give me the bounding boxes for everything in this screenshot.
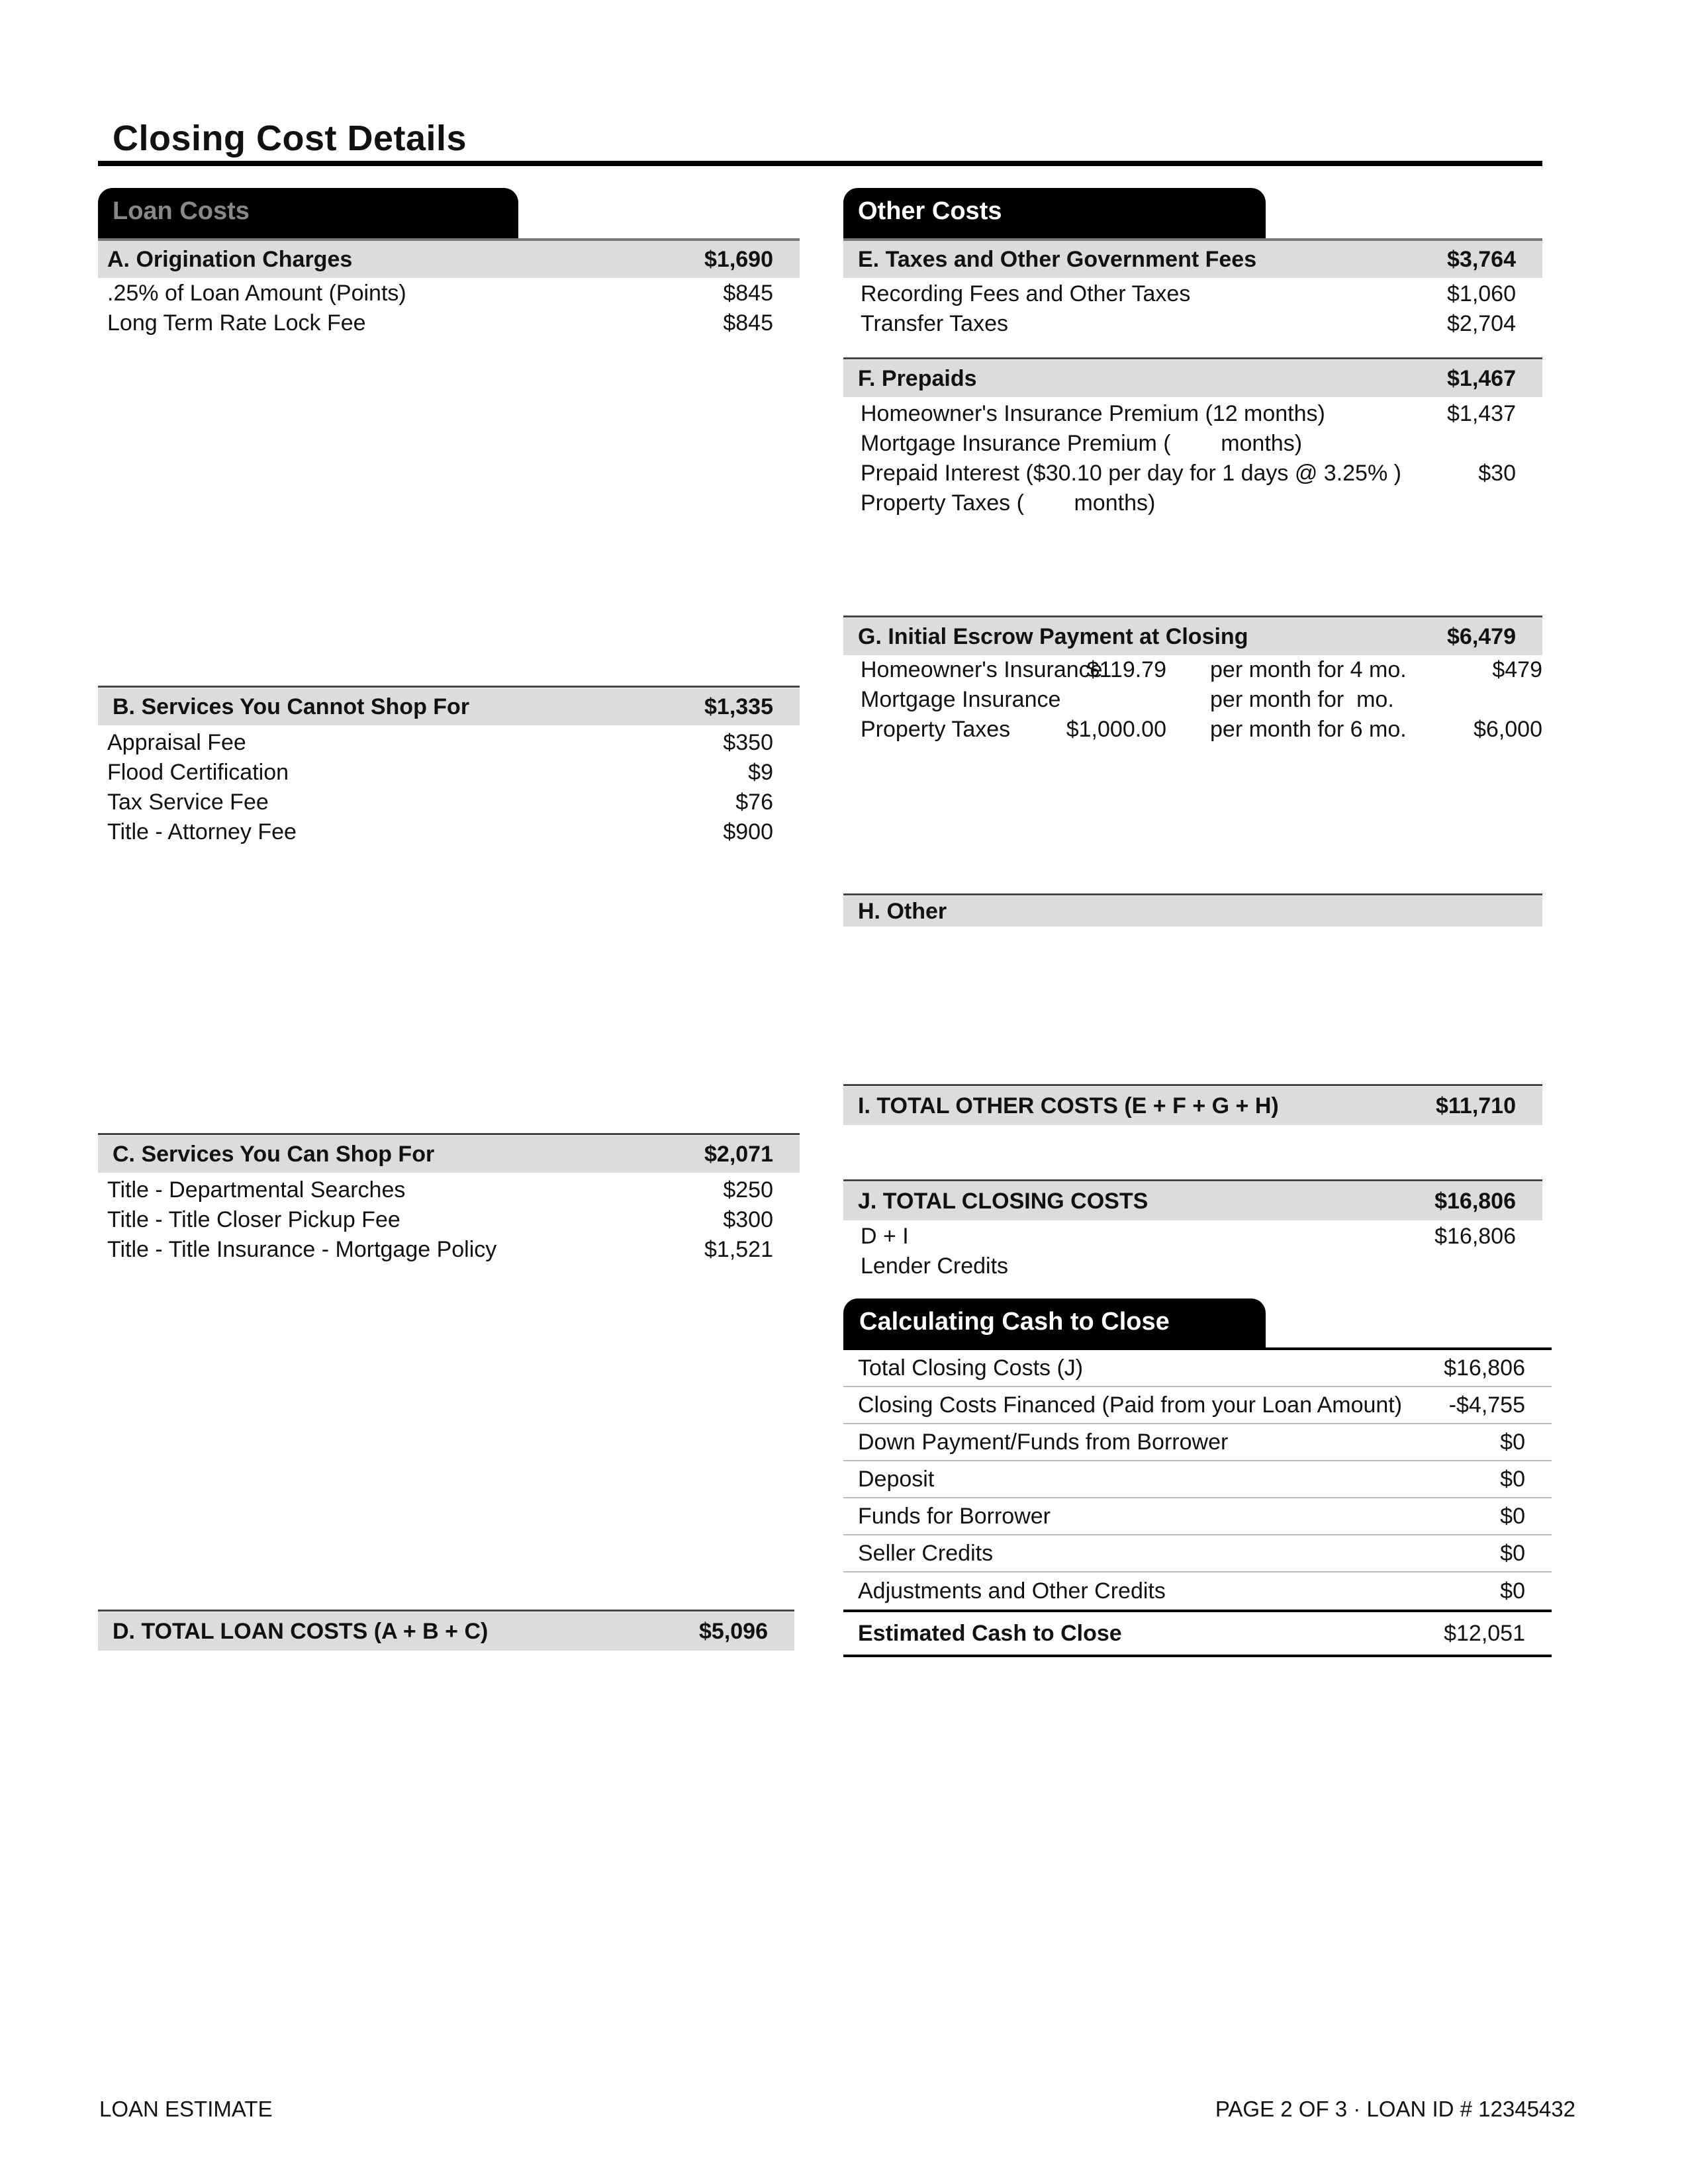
row-label: Funds for Borrower: [858, 1503, 1051, 1529]
list-item: [843, 459, 1542, 488]
item-value: $2,704: [1447, 311, 1516, 336]
escrow-row: [861, 717, 1549, 747]
section-i-header: [843, 1087, 1542, 1125]
table-row: [843, 1424, 1552, 1461]
list-item: [98, 758, 800, 788]
table-row: [843, 1387, 1552, 1424]
section-a-label: A. Origination Charges: [107, 246, 353, 272]
section-i-total: $11,710: [1435, 1093, 1516, 1118]
list-item: [98, 1235, 800, 1265]
item-label: Mortgage Insurance Premium ( months): [861, 431, 1303, 456]
item-value: $30: [1478, 461, 1516, 486]
escrow-amount: $1,000.00: [1066, 717, 1166, 742]
item-value: $9: [748, 760, 773, 785]
item-value: $250: [723, 1177, 773, 1203]
list-item: [843, 1222, 1542, 1251]
row-label: Closing Costs Financed (Paid from your Loan Amount): [858, 1392, 1403, 1418]
row-label: Total Closing Costs (J): [858, 1355, 1084, 1381]
row-value: $16,806: [1444, 1355, 1525, 1381]
section-j-rule: [843, 1179, 1542, 1181]
item-label: Prepaid Interest ($30.10 per day for 1 days @ 3.25% ): [861, 461, 1401, 486]
list-item: [98, 817, 800, 847]
escrow-amount: $119.79: [1086, 657, 1166, 682]
list-item: [98, 728, 800, 758]
section-c-label: C. Services You Can Shop For: [113, 1141, 435, 1167]
section-e-header: [843, 241, 1542, 278]
cash-to-close-tab: Calculating Cash to Close: [843, 1298, 1266, 1349]
loan-costs-tab: Loan Costs: [98, 188, 518, 240]
item-label: Title - Attorney Fee: [107, 819, 297, 844]
section-i-label: I. TOTAL OTHER COSTS (E + F + G + H): [858, 1093, 1279, 1118]
item-label: Lender Credits: [861, 1253, 1009, 1279]
escrow-label: Homeowner's Insurance: [861, 657, 1103, 682]
table-row: [843, 1498, 1552, 1535]
list-item: [843, 1251, 1542, 1281]
row-label: Deposit: [858, 1466, 935, 1492]
list-item: [98, 1205, 800, 1235]
section-h-rule: [843, 893, 1542, 895]
row-value: -$4,755: [1448, 1392, 1525, 1418]
item-label: .25% of Loan Amount (Points): [107, 281, 406, 306]
list-item: [843, 488, 1542, 518]
section-f-total: $1,467: [1447, 365, 1516, 391]
row-value: $0: [1500, 1578, 1525, 1604]
section-g-label: G. Initial Escrow Payment at Closing: [858, 623, 1248, 649]
section-b-items: [98, 728, 800, 847]
item-label: Transfer Taxes: [861, 311, 1008, 336]
section-d-total: $5,096: [699, 1618, 768, 1644]
list-item: [98, 279, 800, 308]
section-c-items: [98, 1175, 800, 1265]
section-f-items: [843, 399, 1542, 518]
table-row: [843, 1572, 1552, 1610]
section-j-label: J. TOTAL CLOSING COSTS: [858, 1188, 1149, 1214]
row-value: $0: [1500, 1503, 1525, 1529]
section-c-rule: [98, 1133, 800, 1135]
row-value: $0: [1500, 1466, 1525, 1492]
table-row: [843, 1461, 1552, 1498]
list-item: [843, 399, 1542, 429]
item-label: Flood Certification: [107, 760, 289, 785]
escrow-value: $479: [1492, 657, 1542, 682]
item-label: Homeowner's Insurance Premium (12 months): [861, 401, 1325, 426]
item-value: $350: [723, 730, 773, 755]
item-value: $76: [735, 790, 773, 815]
item-value: $300: [723, 1207, 773, 1232]
table-row: [843, 1350, 1552, 1387]
row-value: $12,051: [1444, 1620, 1525, 1646]
list-item: [843, 279, 1542, 309]
row-value: $0: [1500, 1429, 1525, 1455]
item-value: $845: [723, 310, 773, 336]
list-item: [98, 308, 800, 338]
section-a-header: [98, 241, 800, 278]
section-e-items: [843, 279, 1542, 339]
section-f-header: [843, 360, 1542, 397]
item-label: Title - Title Insurance - Mortgage Policy: [107, 1237, 497, 1262]
item-label: Tax Service Fee: [107, 790, 269, 815]
section-a-total: $1,690: [704, 246, 773, 272]
section-e-label: E. Taxes and Other Government Fees: [858, 246, 1257, 272]
escrow-detail: per month for 4 mo.: [1210, 657, 1407, 682]
section-b-label: B. Services You Cannot Shop For: [113, 694, 470, 719]
item-value: $1,060: [1447, 281, 1516, 306]
section-g-rule: [843, 615, 1542, 617]
list-item: [98, 1175, 800, 1205]
item-label: Property Taxes ( months): [861, 490, 1156, 516]
section-d-header: [98, 1612, 794, 1651]
section-c-total: $2,071: [704, 1141, 773, 1167]
estimated-cash-to-close-row: [843, 1610, 1552, 1657]
escrow-row: [861, 657, 1549, 687]
escrow-label: Mortgage Insurance: [861, 687, 1061, 712]
section-d-rule: [98, 1610, 794, 1612]
section-h-label: H. Other: [858, 898, 947, 924]
item-label: D + I: [861, 1224, 909, 1249]
section-d-label: D. TOTAL LOAN COSTS (A + B + C): [113, 1618, 489, 1644]
section-f-label: F. Prepaids: [858, 365, 977, 391]
item-value: $900: [723, 819, 773, 844]
section-h-header: [843, 896, 1542, 927]
item-label: Long Term Rate Lock Fee: [107, 310, 366, 336]
table-row: [843, 1535, 1552, 1572]
row-label: Adjustments and Other Credits: [858, 1578, 1166, 1604]
section-b-header: [98, 688, 800, 725]
section-b-rule: [98, 686, 800, 688]
section-c-header: [98, 1136, 800, 1173]
title-rule: [98, 161, 1542, 166]
section-i-rule: [843, 1084, 1542, 1086]
escrow-detail: per month for mo.: [1210, 687, 1394, 712]
row-label: Down Payment/Funds from Borrower: [858, 1429, 1229, 1455]
section-j-items: [843, 1222, 1542, 1281]
section-e-total: $3,764: [1447, 246, 1516, 272]
section-g-header: [843, 618, 1542, 655]
section-j-header: [843, 1182, 1542, 1220]
section-j-total: $16,806: [1434, 1188, 1516, 1214]
item-label: Appraisal Fee: [107, 730, 246, 755]
item-value: $1,521: [704, 1237, 773, 1262]
list-item: [843, 429, 1542, 459]
escrow-detail: per month for 6 mo.: [1210, 717, 1407, 742]
item-label: Title - Title Closer Pickup Fee: [107, 1207, 400, 1232]
footer-left: LOAN ESTIMATE: [99, 2097, 273, 2121]
escrow-row: [861, 687, 1549, 717]
item-value: $845: [723, 281, 773, 306]
list-item: [98, 788, 800, 817]
section-f-rule: [843, 357, 1542, 359]
section-g-total: $6,479: [1447, 623, 1516, 649]
other-costs-tab: Other Costs: [843, 188, 1266, 240]
cash-to-close-table: [843, 1350, 1552, 1657]
escrow-value: $6,000: [1474, 717, 1542, 742]
footer-right: PAGE 2 OF 3 · LOAN ID # 12345432: [1215, 2097, 1575, 2121]
item-label: Recording Fees and Other Taxes: [861, 281, 1191, 306]
escrow-label: Property Taxes: [861, 717, 1011, 742]
item-value: $16,806: [1434, 1224, 1516, 1249]
row-label: Seller Credits: [858, 1540, 994, 1566]
row-label: Estimated Cash to Close: [858, 1620, 1122, 1646]
section-b-total: $1,335: [704, 694, 773, 719]
page-title: Closing Cost Details: [113, 118, 467, 158]
row-value: $0: [1500, 1540, 1525, 1566]
item-value: $1,437: [1447, 401, 1516, 426]
list-item: [843, 309, 1542, 339]
item-label: Title - Departmental Searches: [107, 1177, 406, 1203]
section-a-items: [98, 279, 800, 338]
